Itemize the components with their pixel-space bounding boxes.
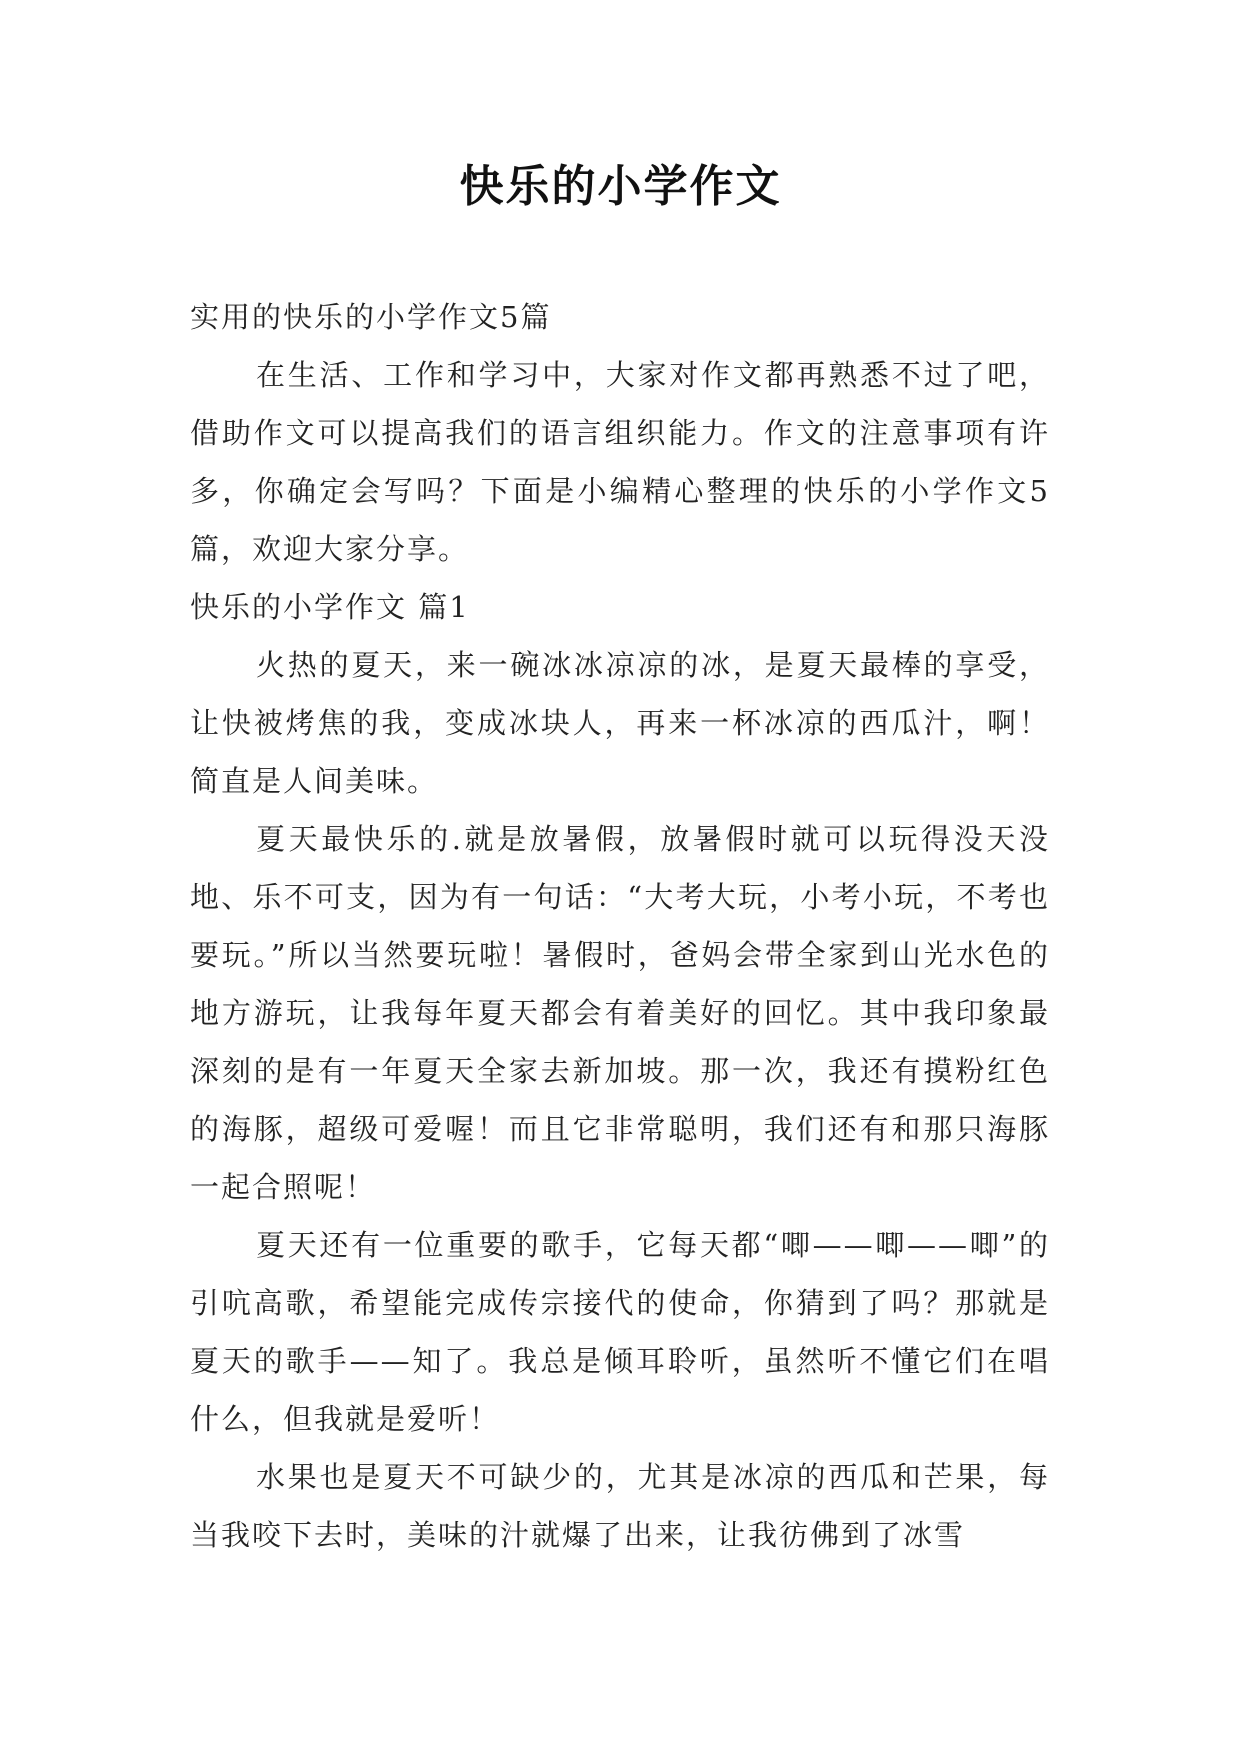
body-paragraph-3: 夏天还有一位重要的歌手，它每天都“唧——唧——唧”的引吭高歌，希望能完成传宗接代的使命，你猜到了吗？那就是夏天的歌手——知了。我总是倾耳聆听，虽然听不懂它们在唱什么，但我就是爱听！ — [190, 1228, 1050, 1436]
intro-paragraph: 在生活、工作和学习中，大家对作文都再熟悉不过了吧，借助作文可以提高我们的语言组织能力。作文的注意事项有许多，你确定会写吗？下面是小编精心整理的快乐的小学作文5篇，欢迎大家分享。 — [190, 358, 1050, 566]
section-heading: 快乐的小学作文 篇1 — [190, 590, 470, 624]
body-paragraph-1: 火热的夏天，来一碗冰冰凉凉的冰，是夏天最棒的享受，让快被烤焦的我，变成冰块人，再来一杯冰凉的西瓜汁，啊！简直是人间美味。 — [190, 648, 1050, 798]
document-title: 快乐的小学作文 — [459, 161, 782, 212]
body-paragraph-2: 夏天最快乐的.就是放暑假，放暑假时就可以玩得没天没地、乐不可支，因为有一句话：“大考大玩，小考小玩，不考也要玩。”所以当然要玩啦！暑假时，爸妈会带全家到山光水色的地方游玩，让我每年夏天都会有着美好的回忆。其中我印象最深刻的是有一年夏天全家去新加坡。那一次，我还有摸粉红色的海豚，超级可爱喔！而且它非常聪明，我们还有和那只海豚一起合照呢！ — [190, 822, 1050, 1204]
body-paragraph-4: 水果也是夏天不可缺少的，尤其是冰凉的西瓜和芒果，每当我咬下去时，美味的汁就爆了出来，让我彷佛到了冰雪 — [190, 1460, 1050, 1552]
document-body — [190, 288, 1050, 1564]
document-subtitle: 实用的快乐的小学作文5篇 — [190, 300, 552, 334]
